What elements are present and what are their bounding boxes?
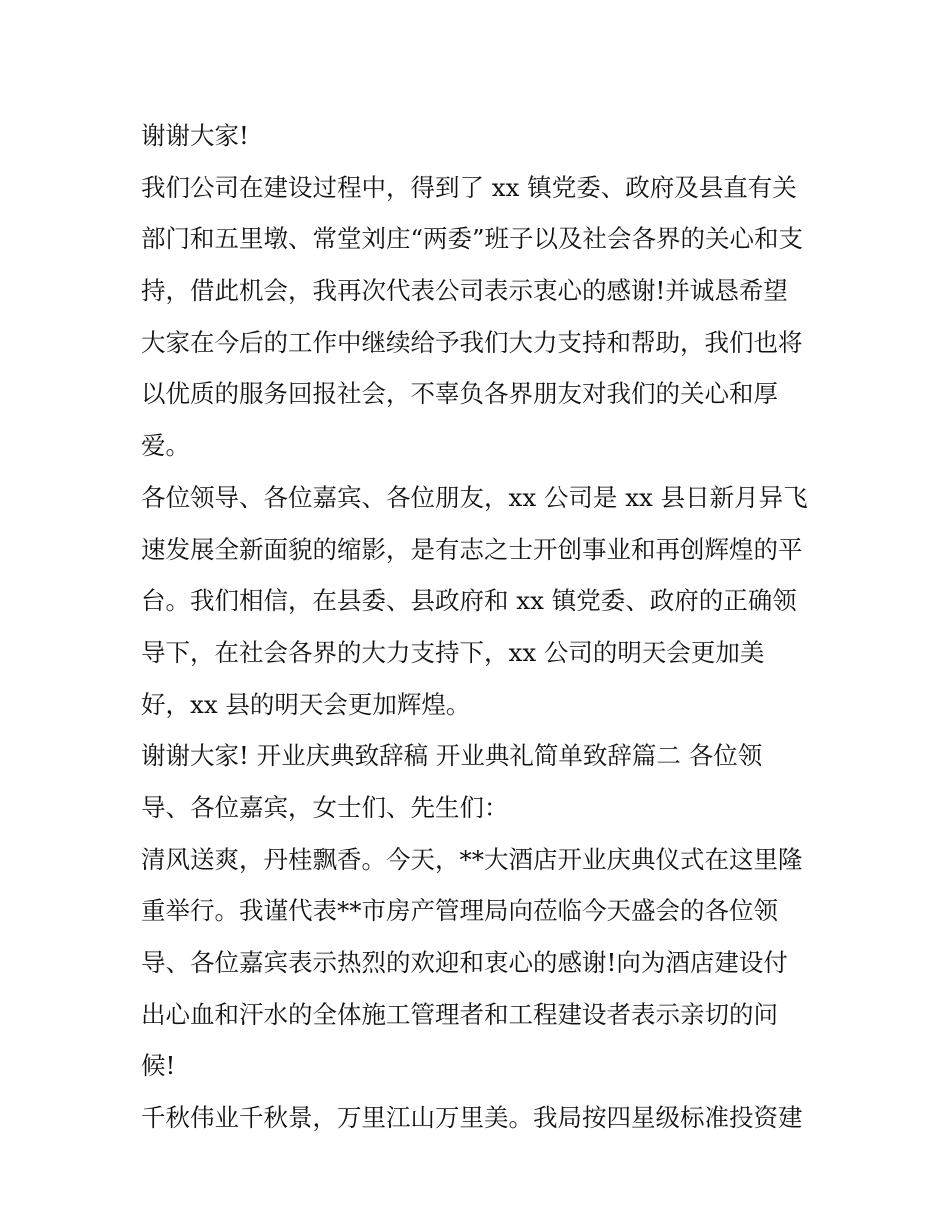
document-body (141, 110, 831, 1144)
text-line: 重举行。我谨代表**市房产管理局向莅临今天盛会的各位领 (141, 896, 778, 926)
text-line: 爱。 (141, 431, 190, 461)
text-line: 谢谢大家! 开业庆典致辞稿 开业典礼简单致辞篇二 各位领 (141, 741, 763, 771)
text-line: 好，xx 县的明天会更加辉煌。 (141, 689, 471, 719)
text-line: 候! (141, 1051, 176, 1081)
text-line: 导、各位嘉宾表示热烈的欢迎和衷心的感谢!向为酒店建设付 (141, 948, 788, 977)
text-line: 清风送爽，丹桂飘香。今天，**大酒店开业庆典仪式在这里隆 (141, 844, 803, 874)
text-line: 大家在今后的工作中继续给予我们大力支持和帮助，我们也将 (141, 327, 803, 357)
text-line: 千秋伟业千秋景，万里江山万里美。我局按四星级标准投资建 (141, 1103, 803, 1133)
text-line: 出心血和汗水的全体施工管理者和工程建设者表示亲切的问 (141, 999, 778, 1029)
text-line: 我们公司在建设过程中，得到了 xx 镇党委、政府及县直有关 (141, 172, 797, 202)
text-line: 导、各位嘉宾，女士们、先生们： (141, 792, 509, 822)
text-line: 部门和五里墩、常堂刘庄“两委”班子以及社会各界的关心和支 (141, 224, 804, 254)
text-line: 导下，在社会各界的大力支持下，xx 公司的明天会更加美 (141, 637, 765, 667)
text-line: 以优质的服务回报社会，不辜负各界朋友对我们的关心和厚 (141, 379, 778, 409)
text-line: 谢谢大家! (141, 121, 249, 150)
text-line: 速发展全新面貌的缩影，是有志之士开创事业和再创辉煌的平 (141, 534, 803, 564)
text-line: 台。我们相信，在县委、县政府和 xx 镇党委、政府的正确领 (141, 586, 797, 616)
text-line: 持，借此机会，我再次代表公司表示衷心的感谢!并诚恳希望 (141, 276, 788, 306)
text-line: 各位领导、各位嘉宾、各位朋友，xx 公司是 xx 县日新月异飞 (141, 482, 808, 512)
